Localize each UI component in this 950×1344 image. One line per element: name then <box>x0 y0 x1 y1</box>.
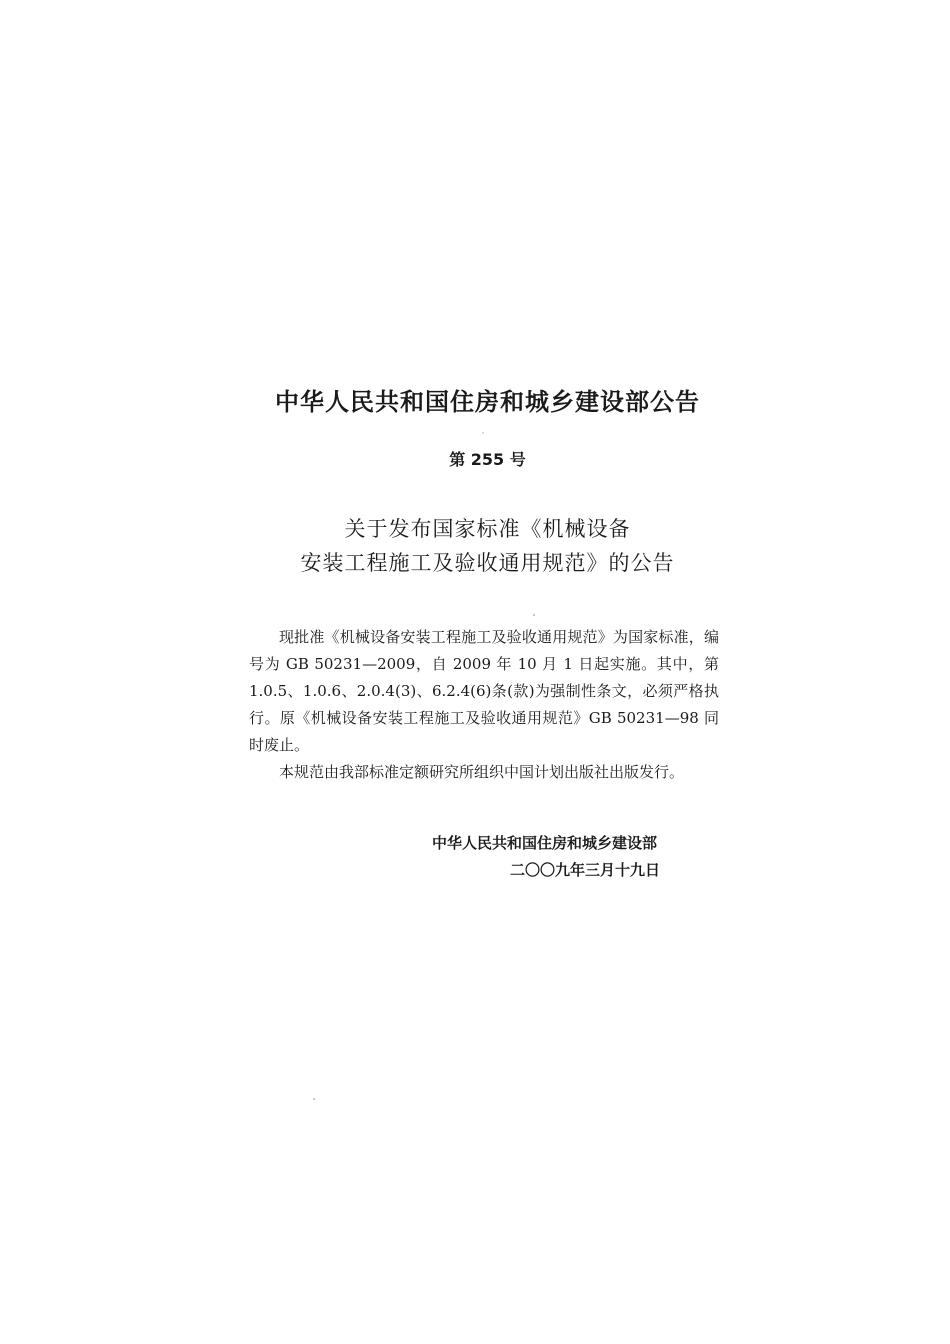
body-paragraph-1: 现批准《机械设备安装工程施工及验收通用规范》为国家标准，编号为 GB 50231—2009，自 2009 年 10 月 1 日起实施。其中，第 1.0.5、1.0.6、2.0.4(3)、6.2.4(6)条(款)为强制性条文，必须严格执行。原《机械设备安装工程施工及验收通用规范》GB 50231—98 同时废止。 <box>249 628 719 754</box>
announcement-number: 第 255 号 <box>449 450 526 469</box>
subtitle-line-1: 关于发布国家标准《机械设备 <box>344 517 631 541</box>
scan-speck <box>313 1098 315 1100</box>
body-paragraph-2: 本规范由我部标准定额研究所组织中国计划出版社出版发行。 <box>279 763 685 781</box>
announcement-body <box>249 624 719 786</box>
issue-date: 二〇〇九年三月十九日 <box>510 861 661 879</box>
issuer-signature: 中华人民共和国住房和城乡建设部 <box>432 834 658 852</box>
scan-speck <box>482 432 484 434</box>
announcement-title: 中华人民共和国住房和城乡建设部公告 <box>275 388 700 416</box>
scan-speck <box>533 614 535 616</box>
announcement-subtitle <box>0 512 950 580</box>
subtitle-line-2: 安装工程施工及验收通用规范》的公告 <box>300 551 675 575</box>
